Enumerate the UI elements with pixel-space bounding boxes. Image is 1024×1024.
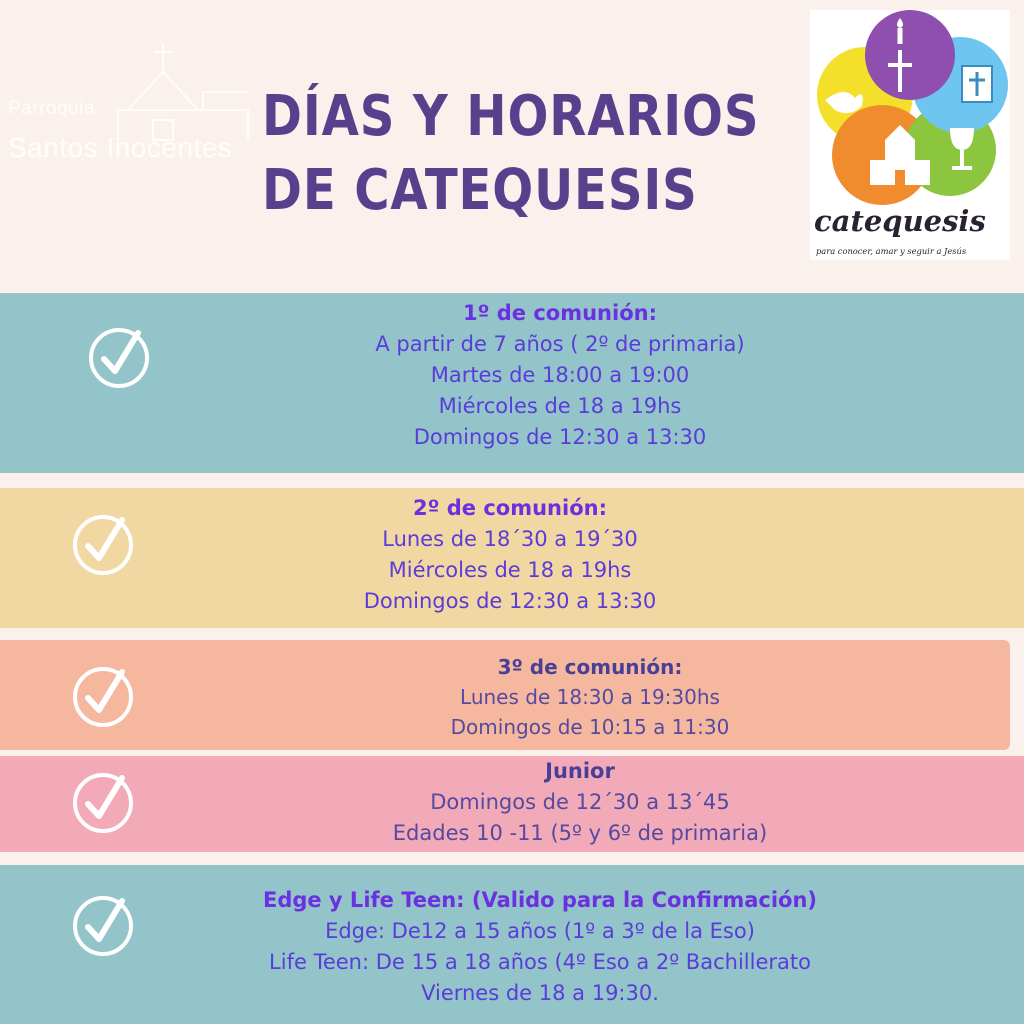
- check-circle-icon: [72, 772, 134, 834]
- schedule-line: Miércoles de 18 a 19hs: [388, 558, 632, 582]
- logo-wordmark: catequesis: [814, 204, 986, 238]
- catequesis-circles-icon: [810, 10, 1010, 205]
- section-header: 2º de comunión:: [413, 496, 607, 520]
- title-line-1: DÍAS Y HORARIOS: [262, 84, 760, 149]
- section-text: [380, 652, 800, 742]
- parish-watermark: [8, 40, 258, 170]
- section-third-communion: [0, 640, 1010, 750]
- section-second-communion: [0, 488, 1024, 628]
- page-title: [262, 80, 760, 228]
- section-edge-life-teen: [0, 865, 1024, 1024]
- check-circle-icon: [88, 327, 150, 389]
- schedule-line: Lunes de 18:30 a 19:30hs: [460, 685, 720, 709]
- logo-tagline: para conocer, amar y seguir a Jesús: [816, 246, 967, 256]
- section-text: [320, 756, 840, 849]
- schedule-line: Miércoles de 18 a 19hs: [438, 394, 682, 418]
- check-circle-icon: [72, 666, 134, 728]
- watermark-parish-name: Santos Inocentes: [8, 132, 233, 163]
- schedule-line: Viernes de 18 a 19:30.: [421, 981, 659, 1005]
- schedule-line: Domingos de 12:30 a 13:30: [413, 425, 707, 449]
- section-text: [250, 493, 770, 617]
- section-first-communion: [0, 293, 1024, 473]
- schedule-line: Edades 10 -11 (5º y 6º de primaria): [392, 821, 768, 845]
- schedule-line: Domingos de 12:30 a 13:30: [363, 589, 657, 613]
- check-circle-icon: [72, 514, 134, 576]
- section-header: 3º de comunión:: [497, 655, 683, 679]
- section-text: [200, 885, 880, 1009]
- check-circle-icon: [72, 895, 134, 957]
- section-header: 1º de comunión:: [463, 301, 657, 325]
- schedule-line: A partir de 7 años ( 2º de primaria): [375, 332, 745, 356]
- schedule-line: Martes de 18:00 a 19:00: [430, 363, 690, 387]
- section-text: [250, 298, 870, 453]
- section-header: Junior: [545, 759, 615, 783]
- schedule-line: Lunes de 18´30 a 19´30: [382, 527, 638, 551]
- watermark-parish-label: Parroquia: [8, 98, 95, 119]
- schedule-line: Life Teen: De 15 a 18 años (4º Eso a 2º Bachillerato: [269, 950, 811, 974]
- schedule-line: Domingos de 12´30 a 13´45: [430, 790, 730, 814]
- catequesis-logo: [810, 10, 1010, 260]
- title-line-2: DE CATEQUESIS: [262, 158, 698, 223]
- schedule-line: Domingos de 10:15 a 11:30: [450, 715, 730, 739]
- schedule-line: Edge: De12 a 15 años (1º a 3º de la Eso): [325, 919, 755, 943]
- section-header: Edge y Life Teen: (Valido para la Confirmación): [262, 888, 818, 912]
- section-junior: [0, 756, 1024, 852]
